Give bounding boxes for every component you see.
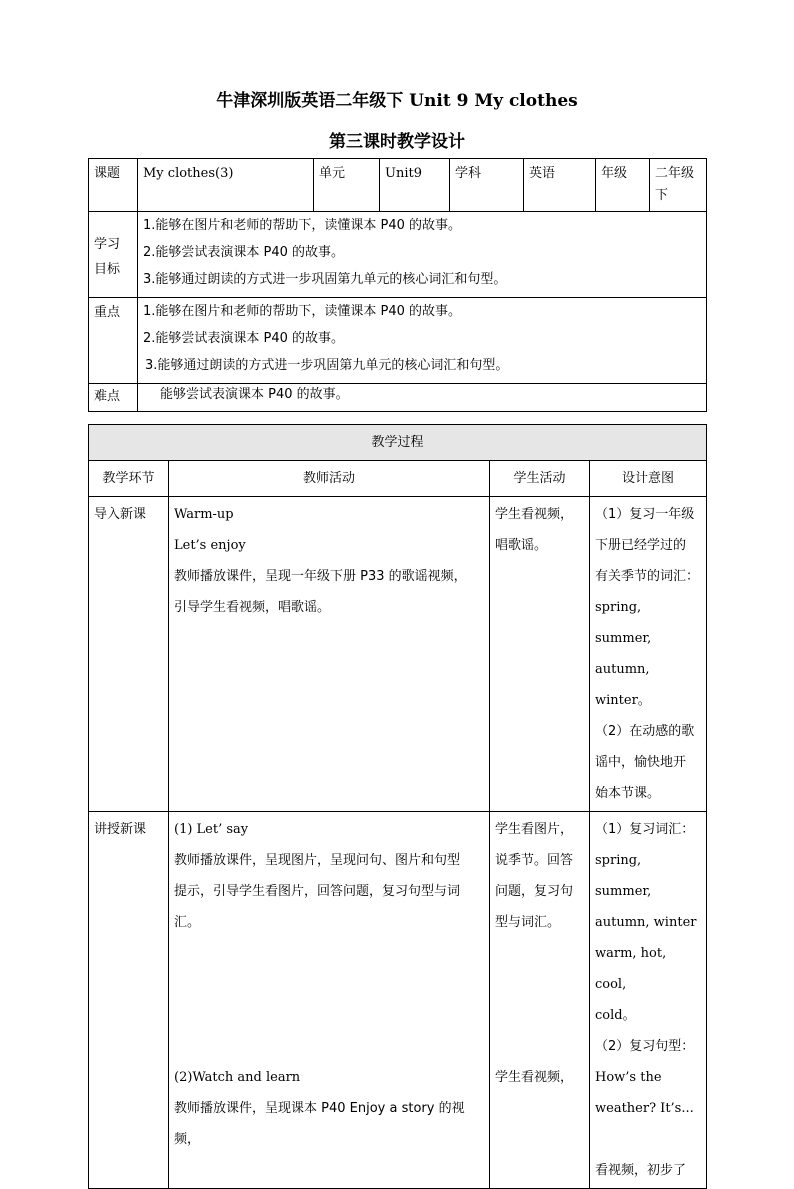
- teacher-line: (2)Watch and learn: [174, 1070, 301, 1085]
- teacher-activity-cell: [169, 812, 490, 1189]
- topic-label: 课题: [89, 159, 138, 212]
- purpose-cell: [590, 497, 707, 812]
- purpose-line: 有关季节的词汇：: [595, 569, 700, 584]
- grade-label: 年级: [596, 159, 650, 212]
- purpose-line: weather? It’s...: [595, 1101, 694, 1116]
- teacher-line: (1) Let’ say: [174, 822, 249, 837]
- key-point-item: 2.能够尝试表演课本 P40 的故事。: [143, 331, 345, 346]
- key-point-item: 1.能够在图片和老师的帮助下，读懂课本 P40 的故事。: [143, 304, 462, 319]
- document-subtitle: 第三课时教学设计: [329, 132, 465, 152]
- purpose-line: autumn, winter。: [595, 662, 651, 708]
- teacher-line: 教师播放课件，呈现一年级下册 P33 的歌谣视频，: [174, 569, 467, 584]
- header-stage: 教学环节: [89, 461, 169, 497]
- goals-label: 学习目标: [89, 212, 138, 298]
- header-purpose: 设计意图: [590, 461, 707, 497]
- student-line: 说季节。回答: [495, 853, 574, 868]
- key-points-list: [138, 298, 707, 384]
- goal-item: 1.能够在图片和老师的帮助下，读懂课本 P40 的故事。: [143, 218, 462, 233]
- purpose-line: autumn, winter: [595, 915, 697, 930]
- header-teacher: 教师活动: [169, 461, 490, 497]
- purpose-line: cold。: [595, 1008, 636, 1023]
- student-activity-cell: [490, 812, 590, 1189]
- student-line: 学生看视频，: [495, 507, 574, 522]
- purpose-line: 看视频，初步了: [595, 1163, 687, 1178]
- teacher-line: 教师播放课件，呈现课本 P40 Enjoy a story 的视频，: [174, 1101, 465, 1147]
- teacher-line: Warm-up: [174, 507, 234, 522]
- purpose-line: 始本节课。: [595, 786, 661, 801]
- unit-label: 单元: [314, 159, 380, 212]
- purpose-line: （2）在动感的歌: [595, 724, 695, 739]
- student-line: 学生看视频，: [495, 1070, 574, 1085]
- purpose-line: [595, 1124, 701, 1155]
- student-line: 唱歌谣。: [495, 538, 548, 553]
- difficulty-label: 难点: [89, 384, 138, 412]
- process-banner: 教学过程: [89, 425, 707, 461]
- stage-cell: 讲授新课: [89, 812, 169, 1189]
- document-title: 牛津深圳版英语二年级下 Unit 9 My clothes: [216, 91, 578, 111]
- subject-label: 学科: [450, 159, 524, 212]
- lesson-info-table: [88, 158, 707, 412]
- table-row: [89, 812, 707, 1189]
- teacher-line: 提示，引导学生看图片，回答问题，复习句型与词: [174, 884, 461, 899]
- purpose-line: （2）复习句型：: [595, 1039, 695, 1054]
- purpose-line: spring, summer,: [595, 600, 652, 646]
- purpose-line: spring, summer,: [595, 853, 652, 899]
- header-student: 学生活动: [490, 461, 590, 497]
- purpose-line: 谣中，愉快地开: [595, 755, 687, 770]
- teacher-line: 引导学生看视频，唱歌谣。: [174, 600, 331, 615]
- teaching-process-table: [88, 424, 707, 1189]
- topic-value: My clothes(3): [138, 159, 314, 212]
- grade-value: 二年级下: [650, 159, 707, 212]
- subject-value: 英语: [524, 159, 596, 212]
- purpose-line: warm, hot, cool,: [595, 946, 667, 992]
- purpose-line: （1）复习一年级: [595, 507, 695, 522]
- student-line: 学生看图片，: [495, 822, 574, 837]
- goals-list: [138, 212, 707, 298]
- difficulty-value: 能够尝试表演课本 P40 的故事。: [138, 384, 707, 412]
- teacher-activity-cell: [169, 497, 490, 812]
- table-row: [89, 497, 707, 812]
- goal-item: 2.能够尝试表演课本 P40 的故事。: [143, 245, 345, 260]
- key-point-item: 3.能够通过朗读的方式进一步巩固第九单元的核心词汇和句型。: [145, 358, 509, 373]
- purpose-cell: [590, 812, 707, 1189]
- teacher-line: 教师播放课件，呈现图片，呈现问句、图片和句型: [174, 853, 461, 868]
- purpose-line: How’s the: [595, 1070, 662, 1085]
- purpose-line: （1）复习词汇：: [595, 822, 695, 837]
- stage-cell: 导入新课: [89, 497, 169, 812]
- goal-item: 3.能够通过朗读的方式进一步巩固第九单元的核心词汇和句型。: [143, 272, 507, 287]
- key-label: 重点: [89, 298, 138, 384]
- unit-value: Unit9: [380, 159, 450, 212]
- student-activity-cell: [490, 497, 590, 812]
- teacher-line: Let’s enjoy: [174, 538, 246, 553]
- teacher-line: 汇。: [174, 915, 201, 930]
- student-line: 型与词汇。: [495, 915, 561, 930]
- purpose-line: 下册已经学过的: [595, 538, 687, 553]
- student-line: 问题，复习句: [495, 884, 574, 899]
